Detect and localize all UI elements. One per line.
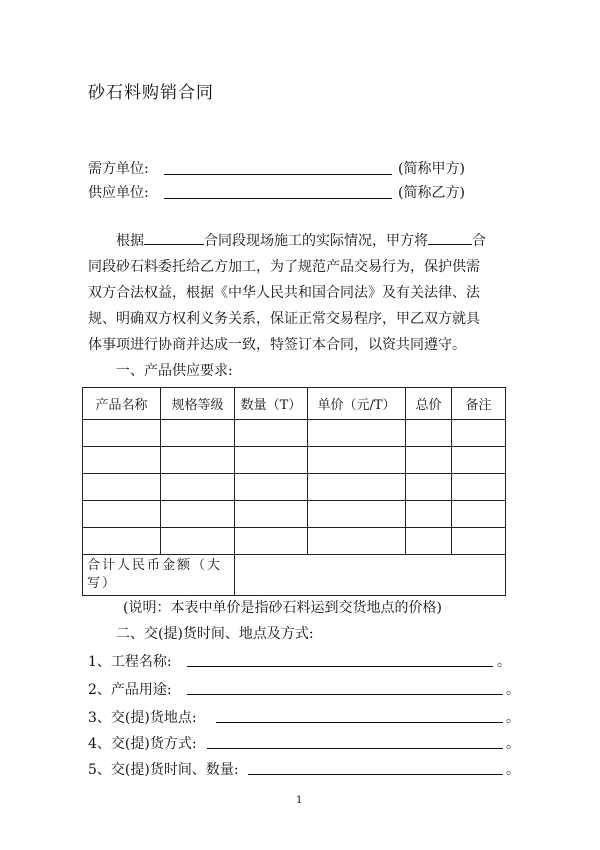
table-cell[interactable] (161, 447, 235, 474)
table-note: (说明：本表中单价是指砂石料运到交货地点的价格) (123, 600, 442, 616)
table-cell[interactable] (452, 420, 506, 447)
table-cell[interactable] (308, 501, 406, 528)
table-cell[interactable] (161, 420, 235, 447)
item-delivery-time-label: 5、交(提)货时间、数量: (88, 762, 239, 778)
intro-line-3: 双方合法权益，根据《中华人民共和国合同法》及有关法律、法 (88, 285, 480, 301)
table-cell[interactable] (161, 474, 235, 501)
table-row (83, 501, 506, 528)
intro-line-4: 规、明确双方权利义务关系，保证正常交易程序，甲乙双方就具 (88, 311, 480, 327)
col-quantity: 数量（T） (235, 388, 308, 420)
table-cell[interactable] (235, 528, 308, 555)
table-row (83, 420, 506, 447)
table-cell[interactable] (83, 447, 161, 474)
document-title: 砂石料购销合同 (88, 83, 214, 103)
table-cell[interactable] (308, 447, 406, 474)
table-cell[interactable] (308, 528, 406, 555)
table-cell[interactable] (83, 474, 161, 501)
table-cell[interactable] (452, 447, 506, 474)
table-cell[interactable] (235, 501, 308, 528)
item-delivery-place-label: 3、交(提)货地点: (88, 710, 197, 726)
table-cell[interactable] (83, 528, 161, 555)
intro-text: 合 (472, 233, 486, 249)
table-cell[interactable] (235, 420, 308, 447)
item-delivery-method-blank[interactable] (207, 748, 503, 749)
table-cell[interactable] (452, 474, 506, 501)
item-end: 。 (506, 710, 520, 726)
section-1-heading: 一、产品供应要求: (116, 363, 233, 379)
table-row (83, 447, 506, 474)
item-end: 。 (506, 736, 520, 752)
item-delivery-time-blank[interactable] (248, 774, 503, 775)
table-cell[interactable] (406, 447, 452, 474)
table-cell[interactable] (452, 501, 506, 528)
supplier-blank[interactable] (164, 198, 392, 199)
table-cell[interactable] (83, 501, 161, 528)
section-blank[interactable] (428, 230, 472, 245)
item-delivery-method-label: 4、交(提)货方式: (88, 736, 197, 752)
total-amount-cell[interactable] (235, 555, 506, 596)
page-number: 1 (296, 795, 303, 806)
item-project-name-label: 1、工程名称: (88, 654, 172, 670)
project-blank[interactable] (144, 230, 204, 245)
item-end: 。 (506, 682, 520, 698)
table-cell[interactable] (161, 501, 235, 528)
item-end: 。 (506, 762, 520, 778)
table-cell[interactable] (235, 447, 308, 474)
item-product-use-blank[interactable] (187, 694, 503, 695)
intro-paragraph (88, 228, 528, 358)
table-cell[interactable] (308, 420, 406, 447)
table-header-row (83, 388, 506, 420)
table-cell[interactable] (83, 420, 161, 447)
col-product-name: 产品名称 (83, 388, 161, 420)
table-cell[interactable] (406, 474, 452, 501)
section-2-heading: 二、交(提)货时间、地点及方式: (116, 626, 314, 642)
col-unit-price: 单价（元/T） (308, 388, 406, 420)
intro-line-1 (88, 228, 528, 254)
item-project-name-blank[interactable] (187, 666, 493, 667)
table-cell[interactable] (308, 474, 406, 501)
table-cell[interactable] (452, 528, 506, 555)
col-total-price: 总价 (406, 388, 452, 420)
table-cell[interactable] (406, 420, 452, 447)
buyer-label: 需方单位: (88, 161, 149, 177)
col-remarks: 备注 (452, 388, 506, 420)
table-cell[interactable] (406, 528, 452, 555)
intro-text: 合同段现场施工的实际情况，甲方将 (204, 233, 428, 249)
total-amount-label: 合计人民币金额（大写） (83, 555, 235, 596)
intro-line-5: 体事项进行协商并达成一致，特签订本合同，以资共同遵守。 (88, 337, 466, 353)
buyer-blank[interactable] (164, 174, 392, 175)
item-delivery-place-blank[interactable] (216, 722, 503, 723)
supplier-suffix: (简称乙方) (398, 185, 465, 201)
supplier-label: 供应单位: (88, 185, 149, 201)
table-row (83, 528, 506, 555)
table-cell[interactable] (161, 528, 235, 555)
supply-table (82, 387, 506, 596)
table-total-row (83, 555, 506, 596)
item-end: 。 (497, 654, 511, 670)
item-product-use-label: 2、产品用途: (88, 682, 172, 698)
col-spec-grade: 规格等级 (161, 388, 235, 420)
intro-line-2: 同段砂石料委托给乙方加工，为了规范产品交易行为，保护供需 (88, 259, 480, 275)
table-cell[interactable] (406, 501, 452, 528)
table-row (83, 474, 506, 501)
buyer-suffix: (简称甲方) (398, 161, 465, 177)
table-cell[interactable] (235, 474, 308, 501)
intro-text: 根据 (116, 233, 144, 249)
